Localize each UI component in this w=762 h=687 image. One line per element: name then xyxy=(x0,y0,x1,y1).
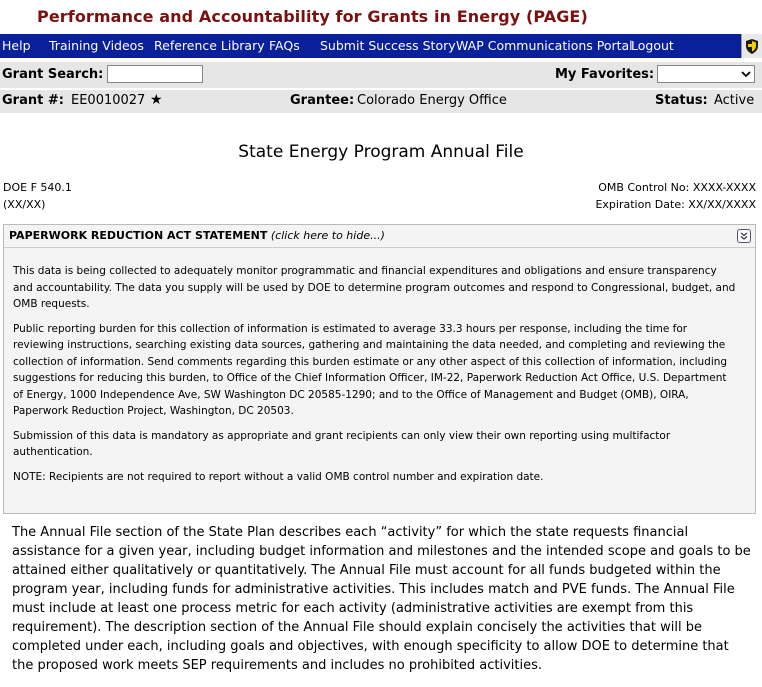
pra-paragraph: This data is being collected to adequately monitor programmatic and financial expenditures and obligations and ensure transparency and accountability. The data you supply will be used by DOE to determine program outcomes and respond to Congressional, budget, and OMB requests. xyxy=(13,265,736,310)
nav-logout[interactable]: Logout xyxy=(631,38,674,53)
status-value: Active xyxy=(714,93,755,108)
grant-search-input[interactable] xyxy=(107,65,203,83)
favorite-star-icon[interactable]: ★ xyxy=(150,92,163,108)
nav-submit-success-story[interactable]: Submit Success Story xyxy=(320,38,456,53)
grantee-name: Colorado Energy Office xyxy=(357,93,507,108)
grantee-label: Grantee: xyxy=(290,93,355,108)
main-nav xyxy=(0,34,762,58)
pra-paragraph: Public reporting burden for this collection of information is estimated to average 33.3 hours per response, including the time for reviewing instructions, searching existing data sources, gathering and maintaining the data needed, and completing and reviewing the collection of information. Send comments regarding this burden estimate or any other aspect of this collection of information, including suggestions for reducing this burden, to Office of the Chief Information Officer, IM-22, Paperwork Reduction Act Office, U.S. Department of Energy, 1000 Independence Ave, SW Washington DC 20585-1290; and to the Office of Management and Budget (OMB), OIRA, Paperwork Reduction Project, Washington, DC 20503. xyxy=(13,322,728,417)
collapse-icon[interactable] xyxy=(737,229,751,243)
form-identifier xyxy=(3,179,72,213)
favorites-label: My Favorites: xyxy=(555,67,655,82)
nav-training-videos[interactable]: Training Videos xyxy=(49,38,144,53)
search-bar xyxy=(0,62,762,88)
status-label: Status: xyxy=(655,93,708,108)
expiration-date: Expiration Date: XX/XX/XXXX xyxy=(595,198,756,211)
omb-info xyxy=(595,179,756,213)
nav-wap-communications-portal[interactable]: WAP Communications Portal xyxy=(456,38,633,53)
grant-number: EE0010027 xyxy=(71,93,146,108)
grant-number-label: Grant #: xyxy=(2,93,64,108)
app-title: Performance and Accountability for Grants in Energy (PAGE) xyxy=(37,7,588,26)
form-date: (XX/XX) xyxy=(3,198,46,211)
pra-heading: PAPERWORK REDUCTION ACT STATEMENT xyxy=(9,229,268,242)
chevron-down-icon xyxy=(741,67,751,84)
nav-reference-library[interactable]: Reference Library xyxy=(154,38,265,53)
shield-icon[interactable] xyxy=(741,34,762,58)
annual-file-description: The Annual File section of the State Plan describes each “activity” for which the state requests financial assistance for a given year, including budget information and milestones and the intended scope and goals to be attained either qualitatively or quantitatively. The Annual File must account for all funds budgeted within the program year, including funds for administrative activities. This includes match and PVE funds. The Annual File must include at least one process metric for each activity (administrative activities are exempt from this requirement). The description section of the Annual File should explain concisely the activities that will be completed under each, including goals and objectives, with enough specificity to allow DOE to determine that the proposed work meets SEP requirements and includes no prohibited activities. xyxy=(12,525,751,673)
nav-faqs[interactable]: FAQs xyxy=(269,38,300,53)
pra-toggle-hint[interactable]: (click here to hide...) xyxy=(270,229,385,242)
grant-info-bar xyxy=(0,90,762,113)
pra-body xyxy=(13,263,738,493)
omb-control-number: OMB Control No: XXXX-XXXX xyxy=(598,181,756,194)
pra-heading-text xyxy=(9,229,385,242)
form-id: DOE F 540.1 xyxy=(3,181,72,194)
favorites-select[interactable] xyxy=(657,65,755,83)
nav-help[interactable]: Help xyxy=(2,38,31,53)
pra-header[interactable] xyxy=(4,225,755,248)
grant-search-label: Grant Search: xyxy=(2,67,104,82)
pra-paragraph: NOTE: Recipients are not required to report without a valid OMB control number and expiration date. xyxy=(13,470,544,483)
paperwork-reduction-panel xyxy=(3,224,756,514)
pra-paragraph: Submission of this data is mandatory as appropriate and grant recipients can only view their own reporting using multifactor authentication. xyxy=(13,429,671,458)
app-header xyxy=(0,0,762,34)
page-title: State Energy Program Annual File xyxy=(238,142,524,162)
